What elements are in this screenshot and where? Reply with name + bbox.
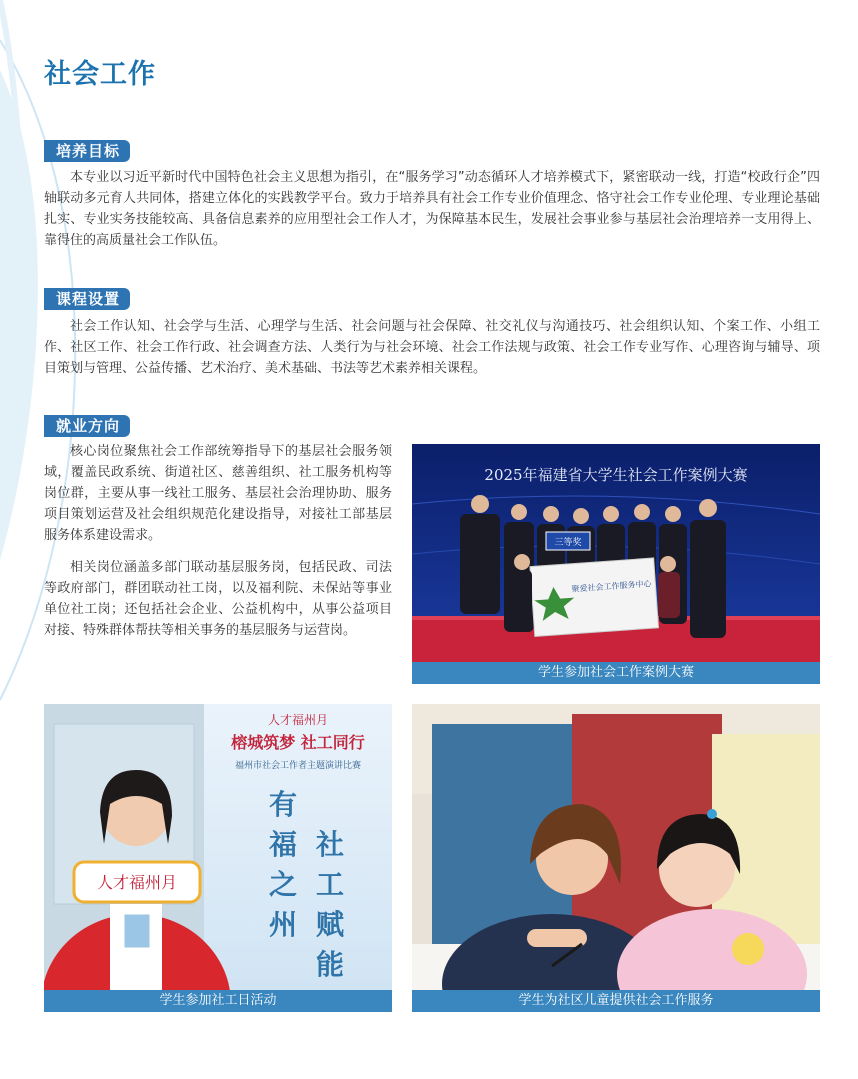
caption-socialday: 学生参加社工日活动	[44, 990, 392, 1012]
socialday-scene	[44, 704, 392, 1012]
poster-col1-2: 福	[269, 828, 298, 861]
poster-col1-3: 之	[269, 868, 298, 901]
screen-title: 2025年福建省大学生社会工作案例大赛	[484, 466, 748, 484]
poster-col2-1: 社	[316, 828, 345, 861]
poster-col2-3: 赋	[316, 908, 345, 941]
award-board: 三等奖	[554, 538, 582, 548]
photo-socialday	[44, 704, 392, 1012]
page-title: 社会工作	[44, 59, 156, 90]
section-label-goals: 培养目标	[44, 140, 130, 162]
poster-subtitle: 福州市社会工作者主题演讲比赛	[234, 761, 362, 771]
photo-contest	[412, 444, 820, 684]
poster-script: 人才福州月	[267, 713, 329, 727]
photo-children	[412, 704, 820, 1012]
careers-paragraph-2: 相关岗位涵盖多部门联动基层服务岗，包括民政、司法等政府部门，群团联动社工岗，以及福利院、未保站等事业单位社工岗；还包括社会企业、公益机构中，从事公益项目对接、特殊群体帮扶等相关事务的基层服务与运营岗。	[44, 560, 392, 638]
poster-col2-2: 工	[316, 868, 345, 901]
caption-children: 学生为社区儿童提供社会工作服务	[412, 990, 820, 1012]
held-sign-text: 人才福州月	[96, 873, 178, 892]
poster-col1-1: 有	[269, 788, 298, 821]
careers-paragraph-1: 核心岗位聚焦社会工作部统筹指导下的基层社会服务领域，覆盖民政系统、街道社区、慈善组织、社工服务机构等岗位群，主要从事一线社工服务、基层社会治理协助、服务项目策划运营及社会组织规范化建设指导，对接社工部基层服务体系建设需求。	[44, 444, 392, 543]
poster-slogan: 榕城筑梦 社工同行	[231, 733, 365, 752]
caption-contest: 学生参加社会工作案例大赛	[412, 662, 820, 684]
poster-col1-4: 州	[269, 908, 298, 941]
poster-col2-4: 能	[316, 948, 345, 981]
banner-text: 聚爱社会工作服务中心	[571, 579, 652, 594]
section-label-courses: 课程设置	[44, 288, 130, 310]
courses-paragraph: 社会工作认知、社会学与生活、心理学与生活、社会问题与社会保障、社交礼仪与沟通技巧、社会组织认知、个案工作、小组工作、社区工作、社会工作行政、社会调查方法、人类行为与社会环境、社会工作法规与政策、社会工作专业写作、心理咨询与辅导、项目策划与管理、公益传播、艺术治疗、美术基础、书法等艺术素养相关课程。	[44, 319, 820, 376]
goals-paragraph: 本专业以习近平新时代中国特色社会主义思想为指引，在“服务学习”动态循环人才培养模式下，紧密联动一线，打造“校政行企”四轴联动多元育人共同体，搭建立体化的实践教学平台。致力于培养具有社会工作专业价值理念、恪守社会工作专业伦理、专业理论基础扎实、专业实务技能较高、具备信息素养的应用型社会工作人才，为保障基本民生，发展社会事业参与基层社会治理培养一支用得上、靠得住的高质量社会工作队伍。	[44, 170, 820, 248]
contest-scene	[412, 444, 820, 684]
section-label-careers: 就业方向	[44, 415, 130, 437]
children-scene	[412, 704, 820, 1012]
